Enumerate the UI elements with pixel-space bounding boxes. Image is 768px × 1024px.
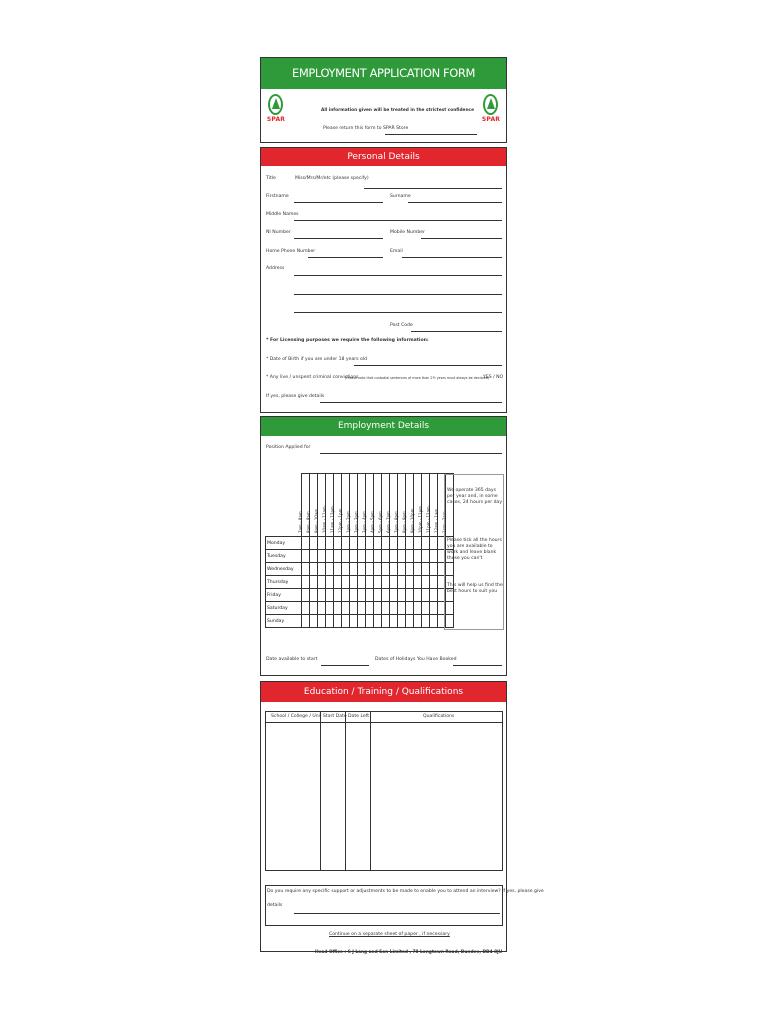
continue-note: Continue on a separate sheet of paper , if necessary	[329, 932, 450, 937]
email-field[interactable]	[402, 257, 502, 258]
middle-names-label: Middle Names	[266, 212, 299, 217]
time-slot-header: 6pm - 7pm	[390, 474, 398, 537]
employment-details-heading: Employment Details	[261, 417, 506, 436]
availability-checkbox[interactable]	[318, 615, 326, 628]
position-field[interactable]	[320, 453, 502, 454]
availability-checkbox[interactable]	[358, 550, 366, 563]
availability-checkbox[interactable]	[422, 602, 430, 615]
details-field[interactable]	[320, 402, 502, 403]
availability-checkbox[interactable]	[398, 615, 406, 628]
date-available-label: Date available to start	[266, 657, 318, 662]
availability-notes-box	[444, 474, 504, 630]
availability-checkbox[interactable]	[310, 589, 318, 602]
availability-checkbox[interactable]	[318, 576, 326, 589]
availability-checkbox[interactable]	[430, 537, 438, 550]
availability-checkbox[interactable]	[430, 550, 438, 563]
day-row	[266, 563, 454, 576]
post-code-label: Post Code	[390, 323, 413, 328]
return-store-field[interactable]	[385, 134, 477, 135]
day-label: Wednesday	[266, 563, 302, 576]
availability-checkbox[interactable]	[382, 602, 390, 615]
availability-checkbox[interactable]	[406, 563, 414, 576]
availability-checkbox[interactable]	[302, 537, 310, 550]
spar-logo-left	[266, 94, 286, 126]
availability-checkbox[interactable]	[318, 563, 326, 576]
form-header	[260, 57, 507, 143]
availability-checkbox[interactable]	[366, 563, 374, 576]
day-row	[266, 615, 454, 628]
availability-checkbox[interactable]	[326, 563, 334, 576]
availability-checkbox[interactable]	[414, 563, 422, 576]
availability-checkbox[interactable]	[390, 576, 398, 589]
availability-checkbox[interactable]	[358, 602, 366, 615]
availability-checkbox[interactable]	[422, 537, 430, 550]
availability-checkbox[interactable]	[374, 576, 382, 589]
availability-checkbox[interactable]	[382, 563, 390, 576]
spar-logo-text: SPAR	[266, 116, 286, 123]
personal-details-section	[260, 147, 507, 413]
availability-checkbox[interactable]	[342, 563, 350, 576]
availability-checkbox[interactable]	[374, 563, 382, 576]
form-title: EMPLOYMENT APPLICATION FORM	[261, 58, 506, 89]
availability-checkbox[interactable]	[406, 537, 414, 550]
availability-checkbox[interactable]	[302, 615, 310, 628]
mobile-field[interactable]	[421, 238, 502, 239]
mobile-label: Mobile Number	[390, 230, 425, 235]
address-line-2[interactable]	[294, 294, 502, 295]
availability-checkbox[interactable]	[318, 589, 326, 602]
availability-checkbox[interactable]	[382, 537, 390, 550]
firstname-label: Firstname	[266, 194, 289, 199]
availability-checkbox[interactable]	[310, 550, 318, 563]
day-row	[266, 589, 454, 602]
availability-checkbox[interactable]	[390, 615, 398, 628]
availability-checkbox[interactable]	[398, 589, 406, 602]
availability-checkbox[interactable]	[310, 615, 318, 628]
day-label: Tuesday	[266, 550, 302, 563]
home-phone-field[interactable]	[308, 257, 383, 258]
day-label: Saturday	[266, 602, 302, 615]
best-hours-note: This will help us find the best hours to suit you	[447, 583, 503, 594]
availability-checkbox[interactable]	[366, 602, 374, 615]
availability-checkbox[interactable]	[366, 589, 374, 602]
date-available-field[interactable]	[321, 665, 369, 666]
surname-label: Surname	[390, 194, 411, 199]
availability-checkbox[interactable]	[350, 602, 358, 615]
availability-checkbox[interactable]	[350, 589, 358, 602]
licensing-note: * For Licensing purposes we require the following information:	[266, 338, 429, 343]
education-table	[265, 711, 503, 871]
availability-checkbox[interactable]	[342, 615, 350, 628]
day-row	[266, 576, 454, 589]
availability-checkbox[interactable]	[310, 602, 318, 615]
time-slot-header-row	[266, 474, 454, 537]
availability-checkbox[interactable]	[342, 589, 350, 602]
availability-checkbox[interactable]	[326, 615, 334, 628]
availability-checkbox[interactable]	[374, 589, 382, 602]
availability-checkbox[interactable]	[374, 537, 382, 550]
ni-number-field[interactable]	[294, 238, 383, 239]
availability-checkbox[interactable]	[302, 550, 310, 563]
availability-checkbox[interactable]	[342, 550, 350, 563]
qualifications-column-header: Qualifications	[423, 714, 455, 719]
support-details-label: details	[267, 903, 283, 908]
availability-checkbox[interactable]	[326, 576, 334, 589]
confidential-notice: All information given will be treated in the strictest confidence	[321, 108, 474, 113]
availability-checkbox[interactable]	[414, 602, 422, 615]
post-code-field[interactable]	[411, 331, 502, 332]
time-slot-header: 2pm - 3pm	[358, 474, 366, 537]
availability-checkbox[interactable]	[398, 537, 406, 550]
availability-checkbox[interactable]	[350, 563, 358, 576]
address-line-3[interactable]	[294, 312, 502, 313]
availability-checkbox[interactable]	[310, 563, 318, 576]
availability-checkbox[interactable]	[382, 550, 390, 563]
availability-checkbox[interactable]	[358, 615, 366, 628]
education-heading: Education / Training / Qualifications	[261, 682, 506, 702]
availability-grid	[265, 473, 454, 628]
availability-checkbox[interactable]	[366, 550, 374, 563]
surname-field[interactable]	[408, 202, 502, 203]
support-box	[265, 885, 544, 926]
availability-checkbox[interactable]	[390, 550, 398, 563]
address-line-1[interactable]	[294, 275, 502, 276]
availability-checkbox[interactable]	[310, 537, 318, 550]
availability-checkbox[interactable]	[382, 615, 390, 628]
title-options: Miss/Mrs/Mr/etc (please specify)	[295, 176, 369, 181]
availability-checkbox[interactable]	[398, 563, 406, 576]
time-slot-header: 10pm - 11pm	[422, 474, 430, 537]
time-slot-header: 11am - 12pm	[334, 474, 342, 537]
availability-checkbox[interactable]	[390, 602, 398, 615]
availability-checkbox[interactable]	[366, 615, 374, 628]
availability-checkbox[interactable]	[334, 550, 342, 563]
availability-checkbox[interactable]	[430, 563, 438, 576]
day-label: Friday	[266, 589, 302, 602]
time-slot-header: 1pm - 2pm	[350, 474, 358, 537]
time-slot-header: 12am - 1am	[438, 474, 446, 537]
availability-checkbox[interactable]	[374, 602, 382, 615]
availability-checkbox[interactable]	[374, 615, 382, 628]
availability-checkbox[interactable]	[422, 576, 430, 589]
application-form	[260, 57, 544, 955]
day-label: Sunday	[266, 615, 302, 628]
tick-hours-note: Please tick all the hours you are available to work and leave blank those you can't	[447, 538, 502, 561]
title-field[interactable]	[364, 188, 502, 189]
availability-checkbox[interactable]	[422, 615, 430, 628]
availability-checkbox[interactable]	[334, 563, 342, 576]
availability-checkbox[interactable]	[390, 537, 398, 550]
availability-checkbox[interactable]	[382, 576, 390, 589]
home-phone-label: Home Phone Number	[266, 249, 316, 254]
availability-checkbox[interactable]	[302, 589, 310, 602]
availability-checkbox[interactable]	[382, 589, 390, 602]
availability-checkbox[interactable]	[350, 615, 358, 628]
availability-checkbox[interactable]	[334, 602, 342, 615]
education-section	[260, 681, 544, 952]
availability-checkbox[interactable]	[334, 589, 342, 602]
middle-names-field[interactable]	[294, 220, 502, 221]
convictions-label: * Any live / unspent criminal convictions	[266, 375, 359, 380]
availability-checkbox[interactable]	[350, 537, 358, 550]
availability-checkbox[interactable]	[366, 537, 374, 550]
details-label: If yes, please give details	[266, 394, 325, 399]
ni-number-label: NI Number	[266, 230, 291, 235]
support-details-field[interactable]	[294, 913, 500, 914]
availability-checkbox[interactable]	[358, 589, 366, 602]
availability-checkbox[interactable]	[342, 602, 350, 615]
day-row	[266, 550, 454, 563]
availability-checkbox[interactable]	[350, 550, 358, 563]
time-slot-header: 7pm - 8pm	[398, 474, 406, 537]
availability-checkbox[interactable]	[334, 576, 342, 589]
time-slot-header: 5pm - 6pm	[382, 474, 390, 537]
availability-checkbox[interactable]	[390, 563, 398, 576]
time-slot-header: 9pm - 10pm	[414, 474, 422, 537]
start-date-column-header: Start Date	[323, 714, 347, 719]
availability-checkbox[interactable]	[406, 576, 414, 589]
availability-checkbox[interactable]	[334, 615, 342, 628]
yes-no-option[interactable]: YES / NO	[483, 375, 504, 380]
time-slot-header: 10am - 11am	[326, 474, 334, 537]
availability-checkbox[interactable]	[302, 563, 310, 576]
availability-checkbox[interactable]	[366, 576, 374, 589]
availability-checkbox[interactable]	[334, 537, 342, 550]
day-row	[266, 537, 454, 550]
time-slot-header: 4pm - 5pm	[374, 474, 382, 537]
availability-checkbox[interactable]	[390, 589, 398, 602]
convictions-note: (Please note that custodial sentences of more than 2½ years must always be declared)	[345, 376, 490, 380]
availability-checkbox[interactable]	[430, 589, 438, 602]
time-slot-header: 8pm - 9pm	[406, 474, 414, 537]
availability-checkbox[interactable]	[358, 537, 366, 550]
availability-checkbox[interactable]	[358, 563, 366, 576]
availability-checkbox[interactable]	[430, 576, 438, 589]
availability-checkbox[interactable]	[318, 550, 326, 563]
availability-checkbox[interactable]	[342, 576, 350, 589]
availability-checkbox[interactable]	[406, 589, 414, 602]
spar-logo-right	[481, 94, 501, 126]
availability-checkbox[interactable]	[422, 589, 430, 602]
availability-checkbox[interactable]	[302, 576, 310, 589]
day-label: Monday	[266, 537, 302, 550]
firstname-field[interactable]	[294, 202, 383, 203]
availability-checkbox[interactable]	[326, 537, 334, 550]
dob-label: * Date of Birth if you are under 18 years old	[266, 357, 368, 362]
time-slot-header: 11pm - 12am	[430, 474, 438, 537]
availability-checkbox[interactable]	[422, 550, 430, 563]
employment-details-section	[260, 416, 507, 676]
availability-checkbox[interactable]	[414, 589, 422, 602]
availability-checkbox[interactable]	[430, 602, 438, 615]
time-slot-header: 8am - 9am	[310, 474, 318, 537]
position-label: Position Applied for	[266, 445, 311, 450]
availability-checkbox[interactable]	[326, 602, 334, 615]
address-label: Address	[266, 266, 285, 271]
availability-checkbox[interactable]	[374, 550, 382, 563]
availability-checkbox[interactable]	[302, 602, 310, 615]
availability-checkbox[interactable]	[398, 602, 406, 615]
time-slot-header: 12pm - 1pm	[342, 474, 350, 537]
time-slot-header: 3pm - 4pm	[366, 474, 374, 537]
availability-checkbox[interactable]	[398, 576, 406, 589]
operating-note: We operate 365 days per year and, in some cases, 24 hours per day	[447, 488, 503, 505]
availability-checkbox[interactable]	[350, 576, 358, 589]
title-label: Title	[266, 176, 276, 181]
availability-checkbox[interactable]	[342, 537, 350, 550]
availability-checkbox[interactable]	[358, 576, 366, 589]
date-left-column-header: Date Left	[348, 714, 370, 719]
support-question: Do you require any specific support or adjustments to be made to enable you to attend an interview? If yes, please give	[267, 889, 544, 894]
availability-checkbox[interactable]	[406, 615, 414, 628]
availability-checkbox[interactable]	[398, 550, 406, 563]
spar-logo-text: SPAR	[481, 116, 501, 123]
day-label: Thursday	[266, 576, 302, 589]
time-slot-header: 7am - 8am	[302, 474, 310, 537]
day-row	[266, 602, 454, 615]
return-form-label: Please return this form to SPAR Store	[323, 126, 409, 131]
availability-checkbox[interactable]	[318, 602, 326, 615]
holidays-field[interactable]	[453, 665, 502, 666]
availability-checkbox[interactable]	[406, 550, 414, 563]
head-office-footer: Head Office : C J Lang and Son Limited , 78 Longtown Road, Dundee, DD4 8JU	[315, 950, 503, 955]
availability-checkbox[interactable]	[430, 615, 438, 628]
availability-checkbox[interactable]	[414, 550, 422, 563]
availability-checkbox[interactable]	[422, 563, 430, 576]
email-label: Email	[390, 249, 403, 254]
availability-checkbox[interactable]	[414, 615, 422, 628]
time-slot-header: 1am - 2am	[446, 474, 454, 537]
availability-checkbox[interactable]	[326, 589, 334, 602]
dob-field[interactable]	[354, 365, 502, 366]
time-slot-header: 9am - 10am	[318, 474, 326, 537]
holidays-label: Dates of Holidays You Have Booked	[375, 657, 457, 662]
personal-details-heading: Personal Details	[261, 148, 506, 166]
availability-checkbox[interactable]	[318, 537, 326, 550]
availability-checkbox[interactable]	[406, 602, 414, 615]
availability-checkbox[interactable]	[414, 537, 422, 550]
school-column-header: School / College / Uni	[271, 714, 320, 719]
availability-checkbox[interactable]	[414, 576, 422, 589]
availability-checkbox[interactable]	[326, 550, 334, 563]
availability-checkbox[interactable]	[310, 576, 318, 589]
